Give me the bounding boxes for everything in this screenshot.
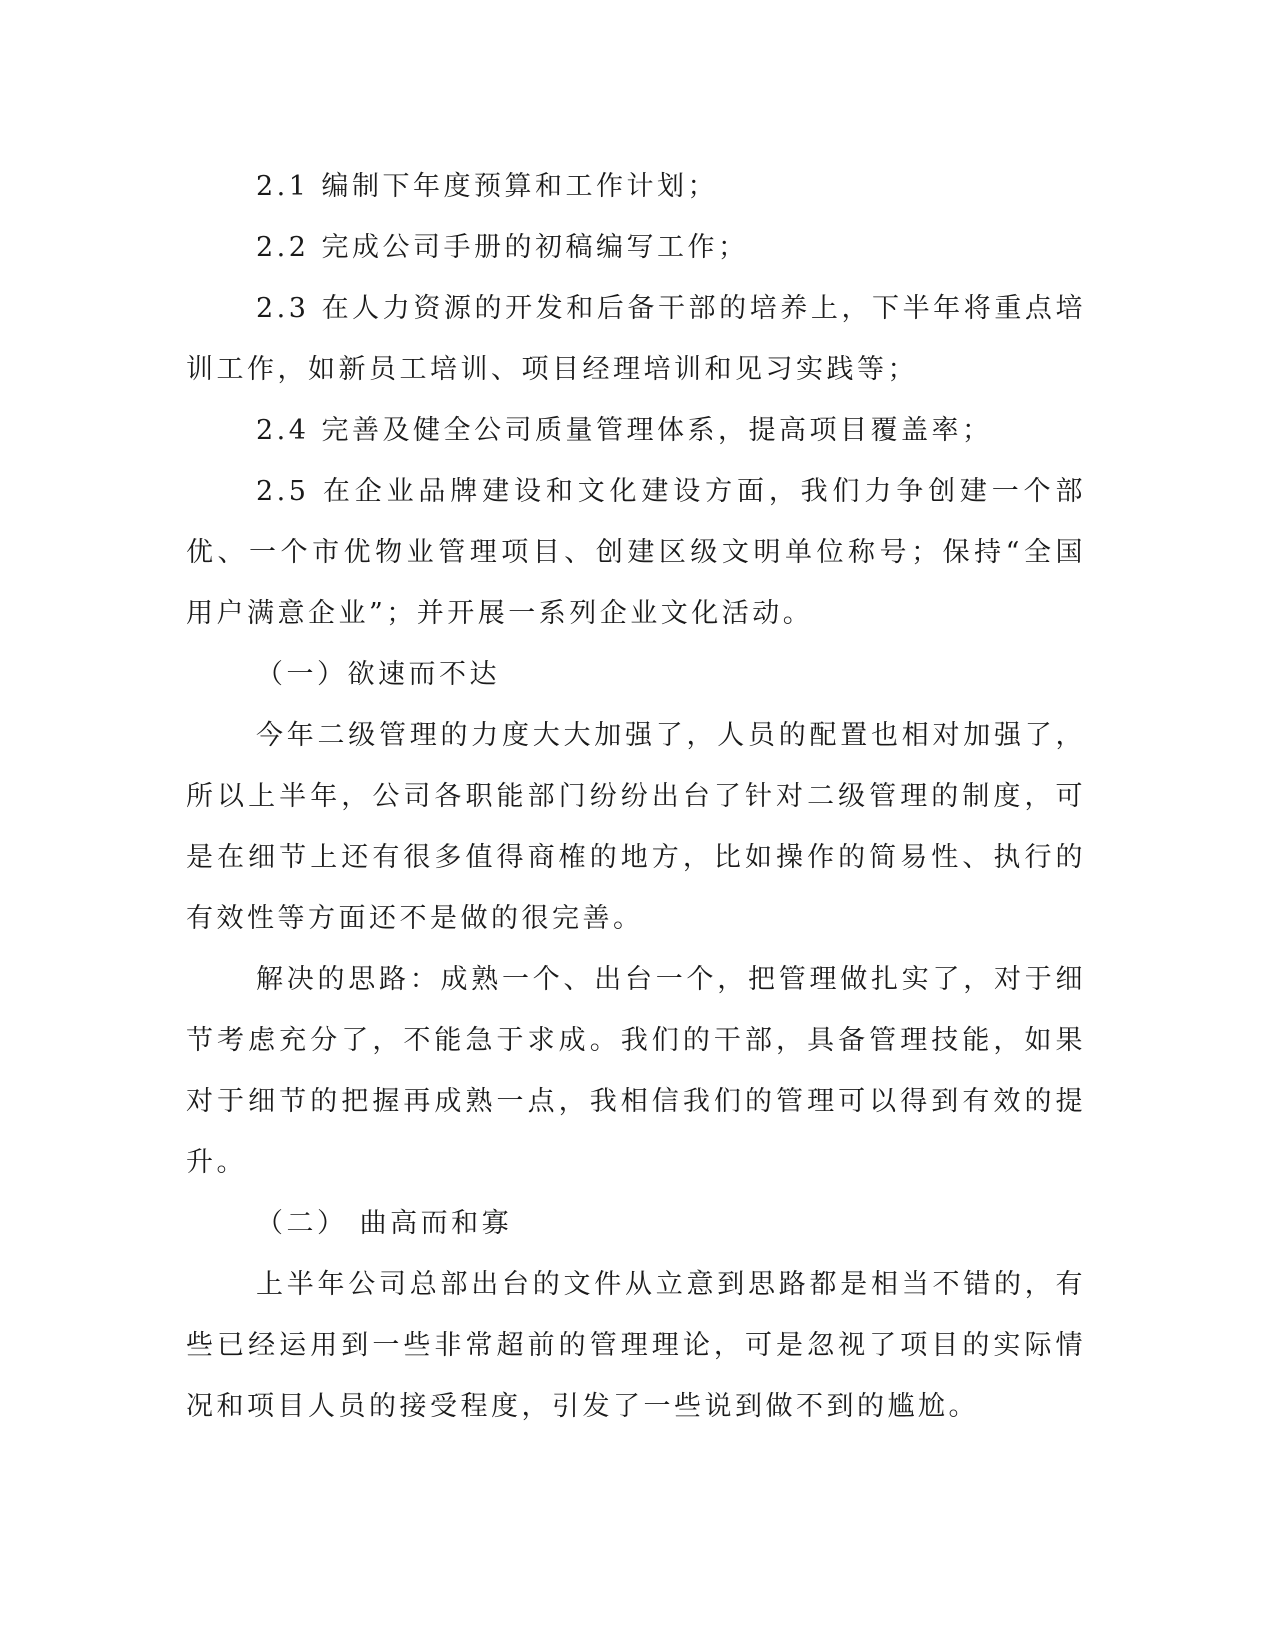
paragraph-2-1: 2.1 编制下年度预算和工作计划； — [256, 171, 719, 202]
section-heading-1: （一）欲速而不达 — [256, 659, 500, 690]
section-heading-2: （二） 曲高而和寡 — [256, 1208, 513, 1239]
document-body — [186, 156, 1086, 1437]
paragraph-section-2-body: 上半年公司总部出台的文件从立意到思路都是相当不错的，有些已经运用到一些非常超前的管理理论，可是忽视了项目的实际情况和项目人员的接受程度，引发了一些说到做不到的尴尬。 — [186, 1269, 1086, 1422]
paragraph-2-2: 2.2 完成公司手册的初稿编写工作； — [256, 232, 749, 263]
paragraph-2-5: 2.5 在企业品牌建设和文化建设方面，我们力争创建一个部优、一个市优物业管理项目、创建区级文明单位称号；保持“全国用户满意企业”；并开展一系列企业文化活动。 — [186, 476, 1086, 629]
paragraph-2-4: 2.4 完善及健全公司质量管理体系，提高项目覆盖率； — [256, 415, 993, 446]
paragraph-section-1-body: 今年二级管理的力度大大加强了，人员的配置也相对加强了，所以上半年，公司各职能部门纷纷出台了针对二级管理的制度，可是在细节上还有很多值得商榷的地方，比如操作的简易性、执行的有效性等方面还不是做的很完善。 — [186, 720, 1086, 934]
paragraph-2-3: 2.3 在人力资源的开发和后备干部的培养上，下半年将重点培训工作，如新员工培训、项目经理培训和见习实践等； — [186, 293, 1086, 385]
paragraph-section-1-solution: 解决的思路：成熟一个、出台一个，把管理做扎实了，对于细节考虑充分了，不能急于求成。我们的干部，具备管理技能，如果对于细节的把握再成熟一点，我相信我们的管理可以得到有效的提升。 — [186, 964, 1086, 1178]
